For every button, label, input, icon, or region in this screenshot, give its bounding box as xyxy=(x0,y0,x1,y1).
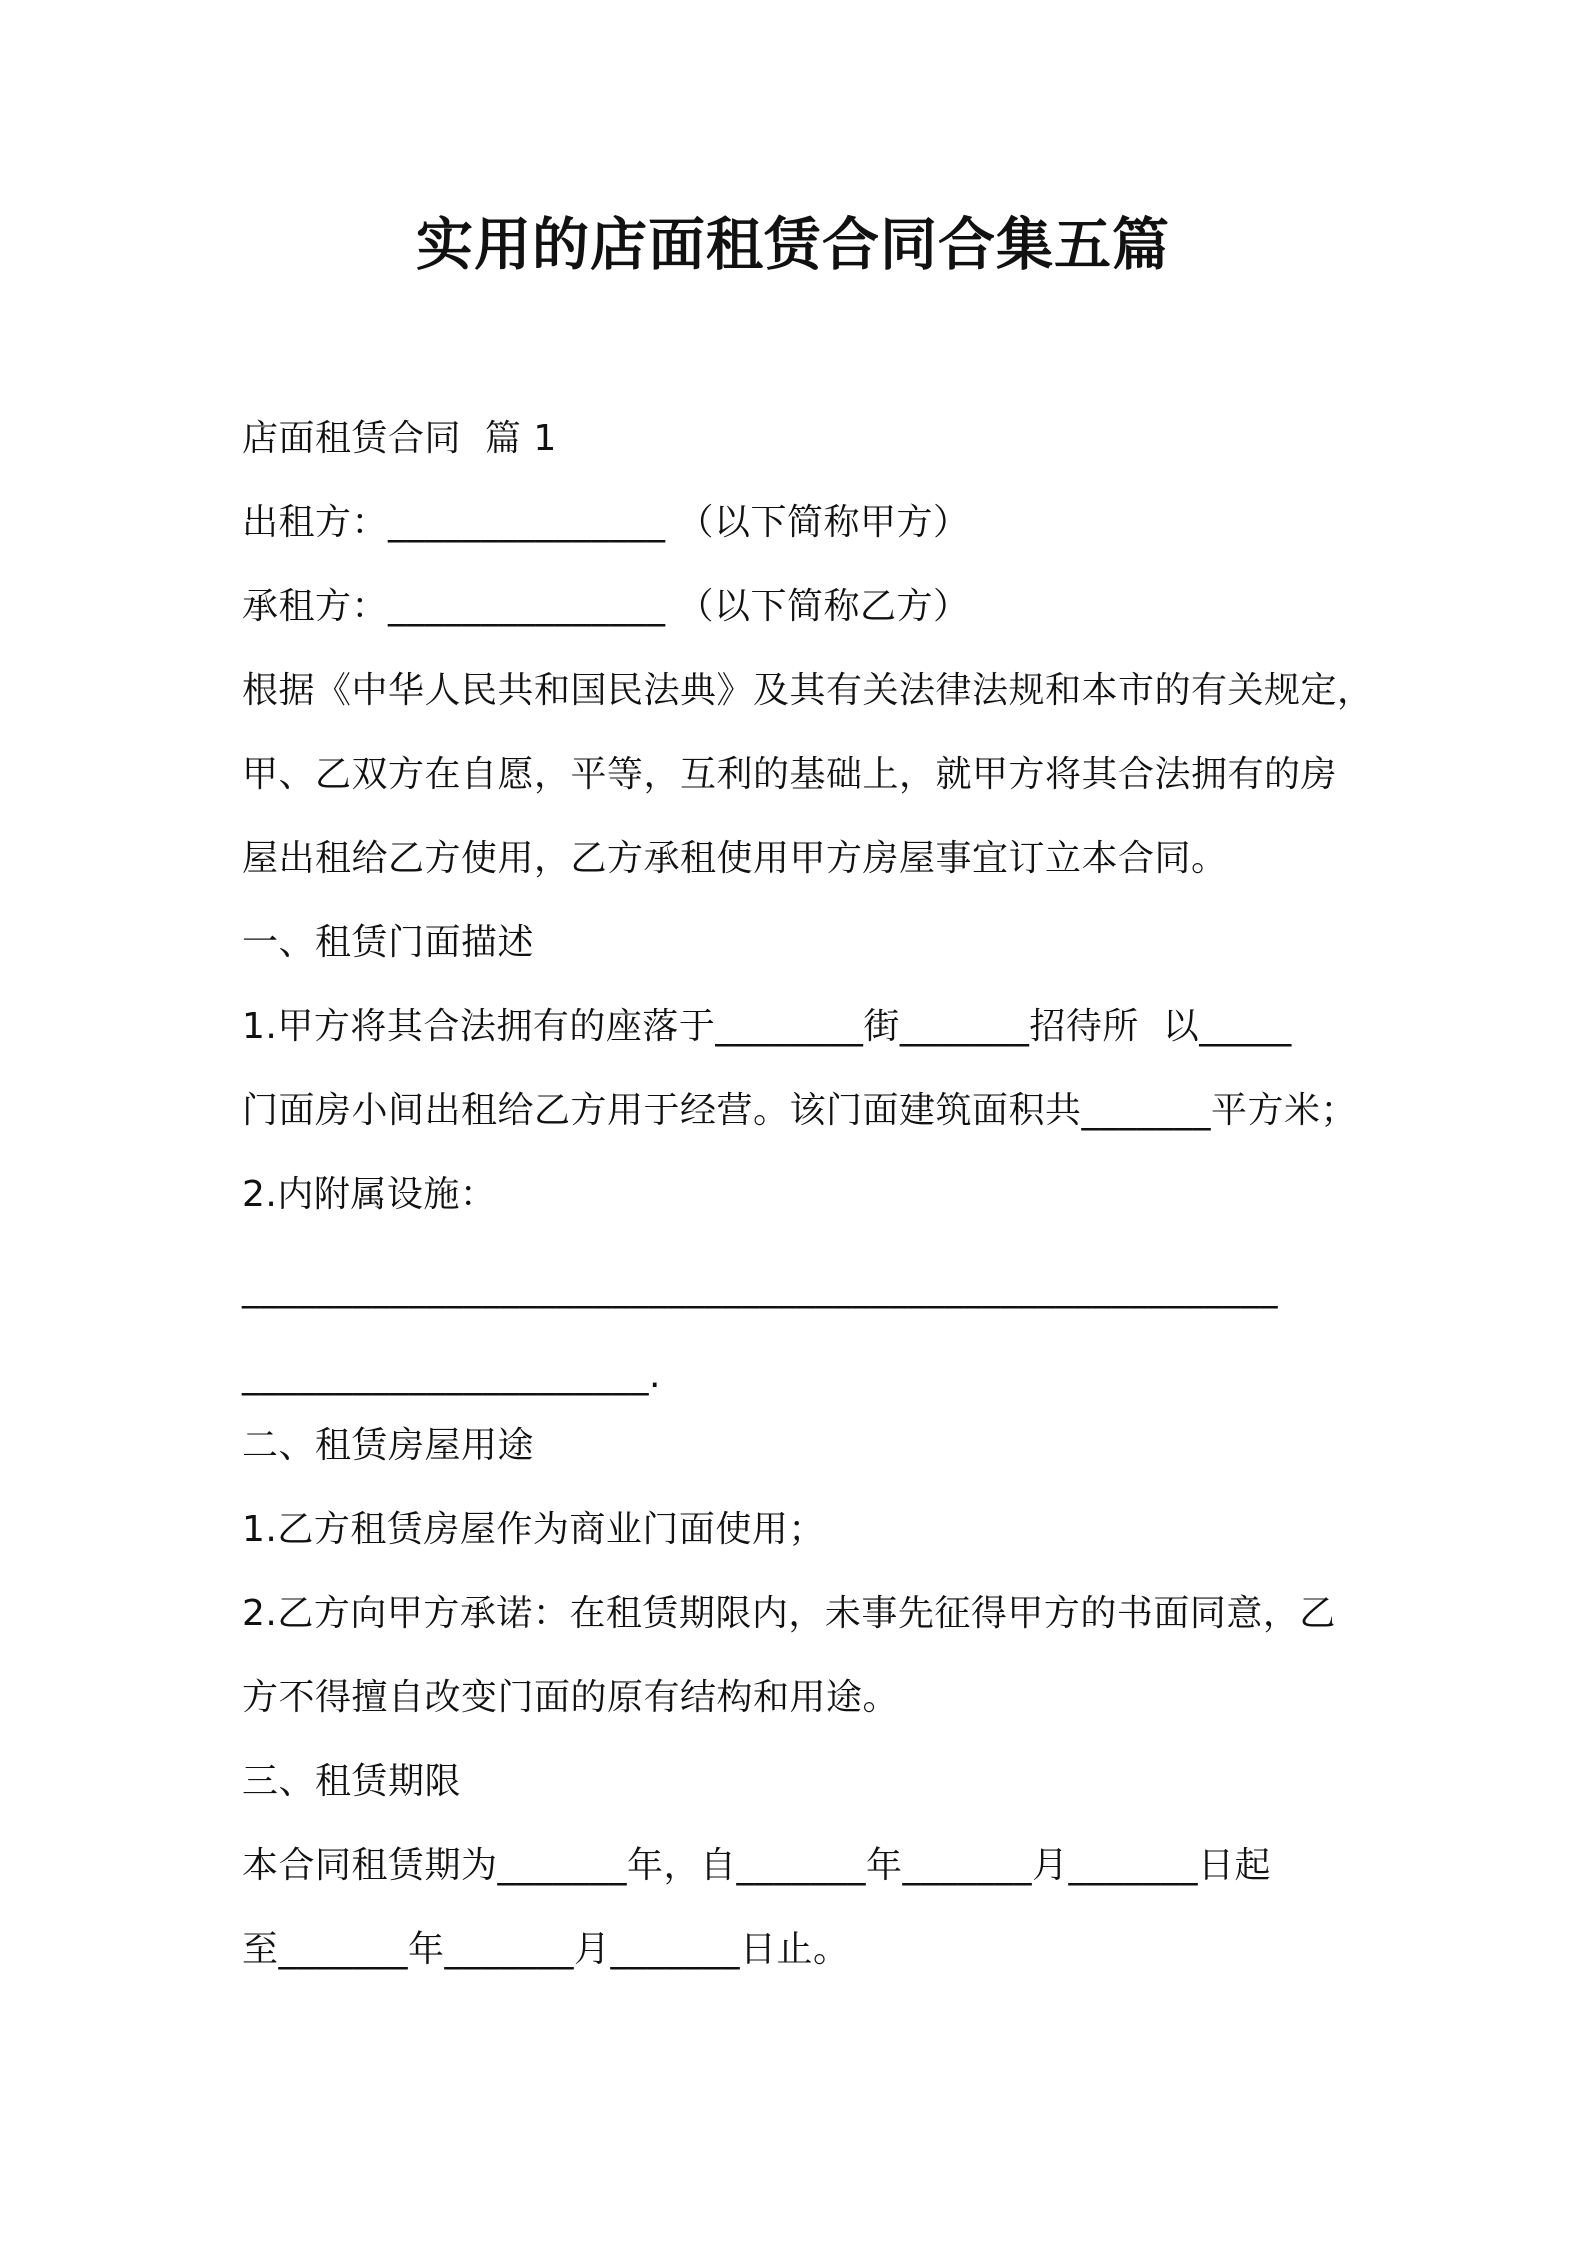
section-heading-2: 二、租赁房屋用途 xyxy=(242,1425,535,1466)
clause-line: 2.内附属设施： xyxy=(242,1174,497,1215)
section-heading-1: 一、租赁门面描述 xyxy=(242,922,535,963)
blank-fill-line: ______________________. xyxy=(242,1355,661,1396)
section-heading-3: 三、租赁期限 xyxy=(242,1761,462,1802)
clause-line: 至_______年_______月_______日止。 xyxy=(242,1929,850,1970)
clause-line: 1.乙方租赁房屋作为商业门面使用； xyxy=(242,1509,825,1550)
lessor-line: 出租方：_______________ （以下简称甲方） xyxy=(242,502,970,543)
section-heading-contract-1: 店面租赁合同 篇 1 xyxy=(242,418,557,459)
document-title: 实用的店面租赁合同合集五篇 xyxy=(416,212,1170,278)
clause-line: 1.甲方将其合法拥有的座落于________街_______招待所 以_____ xyxy=(242,1006,1292,1047)
blank-fill-line: ________________________________________________________ xyxy=(242,1268,1278,1309)
paragraph-line: 甲、乙双方在自愿，平等，互利的基础上，就甲方将其合法拥有的房 xyxy=(242,754,1338,795)
clause-line: 2.乙方向甲方承诺：在租赁期限内，未事先征得甲方的书面同意，乙 xyxy=(242,1593,1336,1634)
clause-line: 本合同租赁期为_______年，自_______年_______月_______日起 xyxy=(242,1845,1272,1886)
paragraph-line: 根据《中华人民共和国民法典》及其有关法律法规和本市的有关规定， xyxy=(242,670,1374,711)
lessee-line: 承租方：_______________ （以下简称乙方） xyxy=(242,586,970,627)
paragraph-line: 屋出租给乙方使用，乙方承租使用甲方房屋事宜订立本合同。 xyxy=(242,838,1228,879)
clause-line: 门面房小间出租给乙方用于经营。该门面建筑面积共_______平方米； xyxy=(242,1090,1358,1131)
clause-line: 方不得擅自改变门面的原有结构和用途。 xyxy=(242,1677,900,1718)
